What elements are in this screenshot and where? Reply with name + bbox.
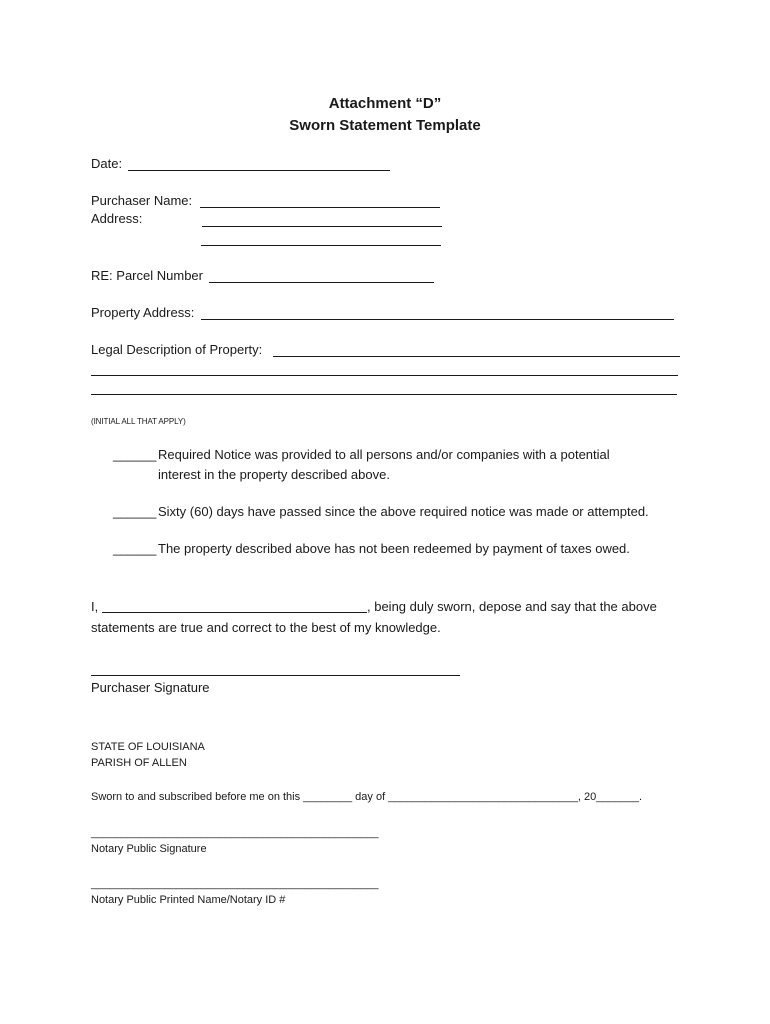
notary-printed-name-field[interactable]: _______________________________________________ — [91, 878, 379, 890]
address-field-line2[interactable] — [201, 245, 441, 246]
address-field-line1[interactable] — [202, 226, 442, 227]
statement-name-field[interactable] — [102, 612, 367, 613]
notary-parish: PARISH OF ALLEN — [91, 757, 187, 769]
initial-instruction: (INITIAL ALL THAT APPLY) — [91, 417, 186, 426]
notary-signature-label: Notary Public Signature — [91, 843, 207, 855]
initial-blank-3[interactable]: ______ — [113, 541, 157, 556]
initial-blank-1[interactable]: ______ — [113, 447, 157, 462]
notary-printed-name-label: Notary Public Printed Name/Notary ID # — [91, 894, 286, 906]
legal-description-label: Legal Description of Property: — [91, 342, 263, 357]
statement-line2: statements are true and correct to the best of my knowledge. — [91, 620, 441, 635]
date-label: Date: — [91, 156, 123, 171]
initial-item-1-text: Required Notice was provided to all persons and/or companies with a potential — [158, 447, 610, 462]
parcel-number-field[interactable] — [209, 282, 434, 283]
statement-prefix: I, — [91, 599, 99, 614]
legal-description-field-line1[interactable] — [273, 356, 680, 357]
statement-suffix: , being duly sworn, depose and say that the above — [367, 599, 657, 614]
parcel-number-label: RE: Parcel Number — [91, 268, 203, 283]
address-label: Address: — [91, 211, 143, 226]
purchaser-name-field[interactable] — [200, 207, 440, 208]
notary-signature-field[interactable]: _______________________________________________ — [91, 827, 379, 839]
purchaser-signature-field[interactable] — [91, 675, 460, 676]
initial-item-1-text-cont: interest in the property described above. — [158, 467, 390, 482]
initial-item-3-text: The property described above has not been redeemed by payment of taxes owed. — [158, 541, 630, 556]
purchaser-signature-label: Purchaser Signature — [91, 680, 210, 695]
purchaser-name-label: Purchaser Name: — [91, 193, 193, 208]
document-subtitle: Sworn Statement Template — [289, 117, 481, 134]
date-field[interactable] — [128, 170, 390, 171]
notary-state: STATE OF LOUISIANA — [91, 741, 205, 753]
property-address-field[interactable] — [201, 319, 674, 320]
initial-blank-2[interactable]: ______ — [113, 504, 157, 519]
property-address-label: Property Address: — [91, 305, 195, 320]
legal-description-field-line2[interactable] — [91, 375, 678, 376]
initial-item-2-text: Sixty (60) days have passed since the above required notice was made or attempted. — [158, 504, 649, 519]
legal-description-field-line3[interactable] — [91, 394, 677, 395]
notary-sworn-text[interactable]: Sworn to and subscribed before me on this ________ day of _______________________________, 20_______. — [91, 791, 643, 803]
document-title: Attachment “D” — [328, 95, 442, 112]
